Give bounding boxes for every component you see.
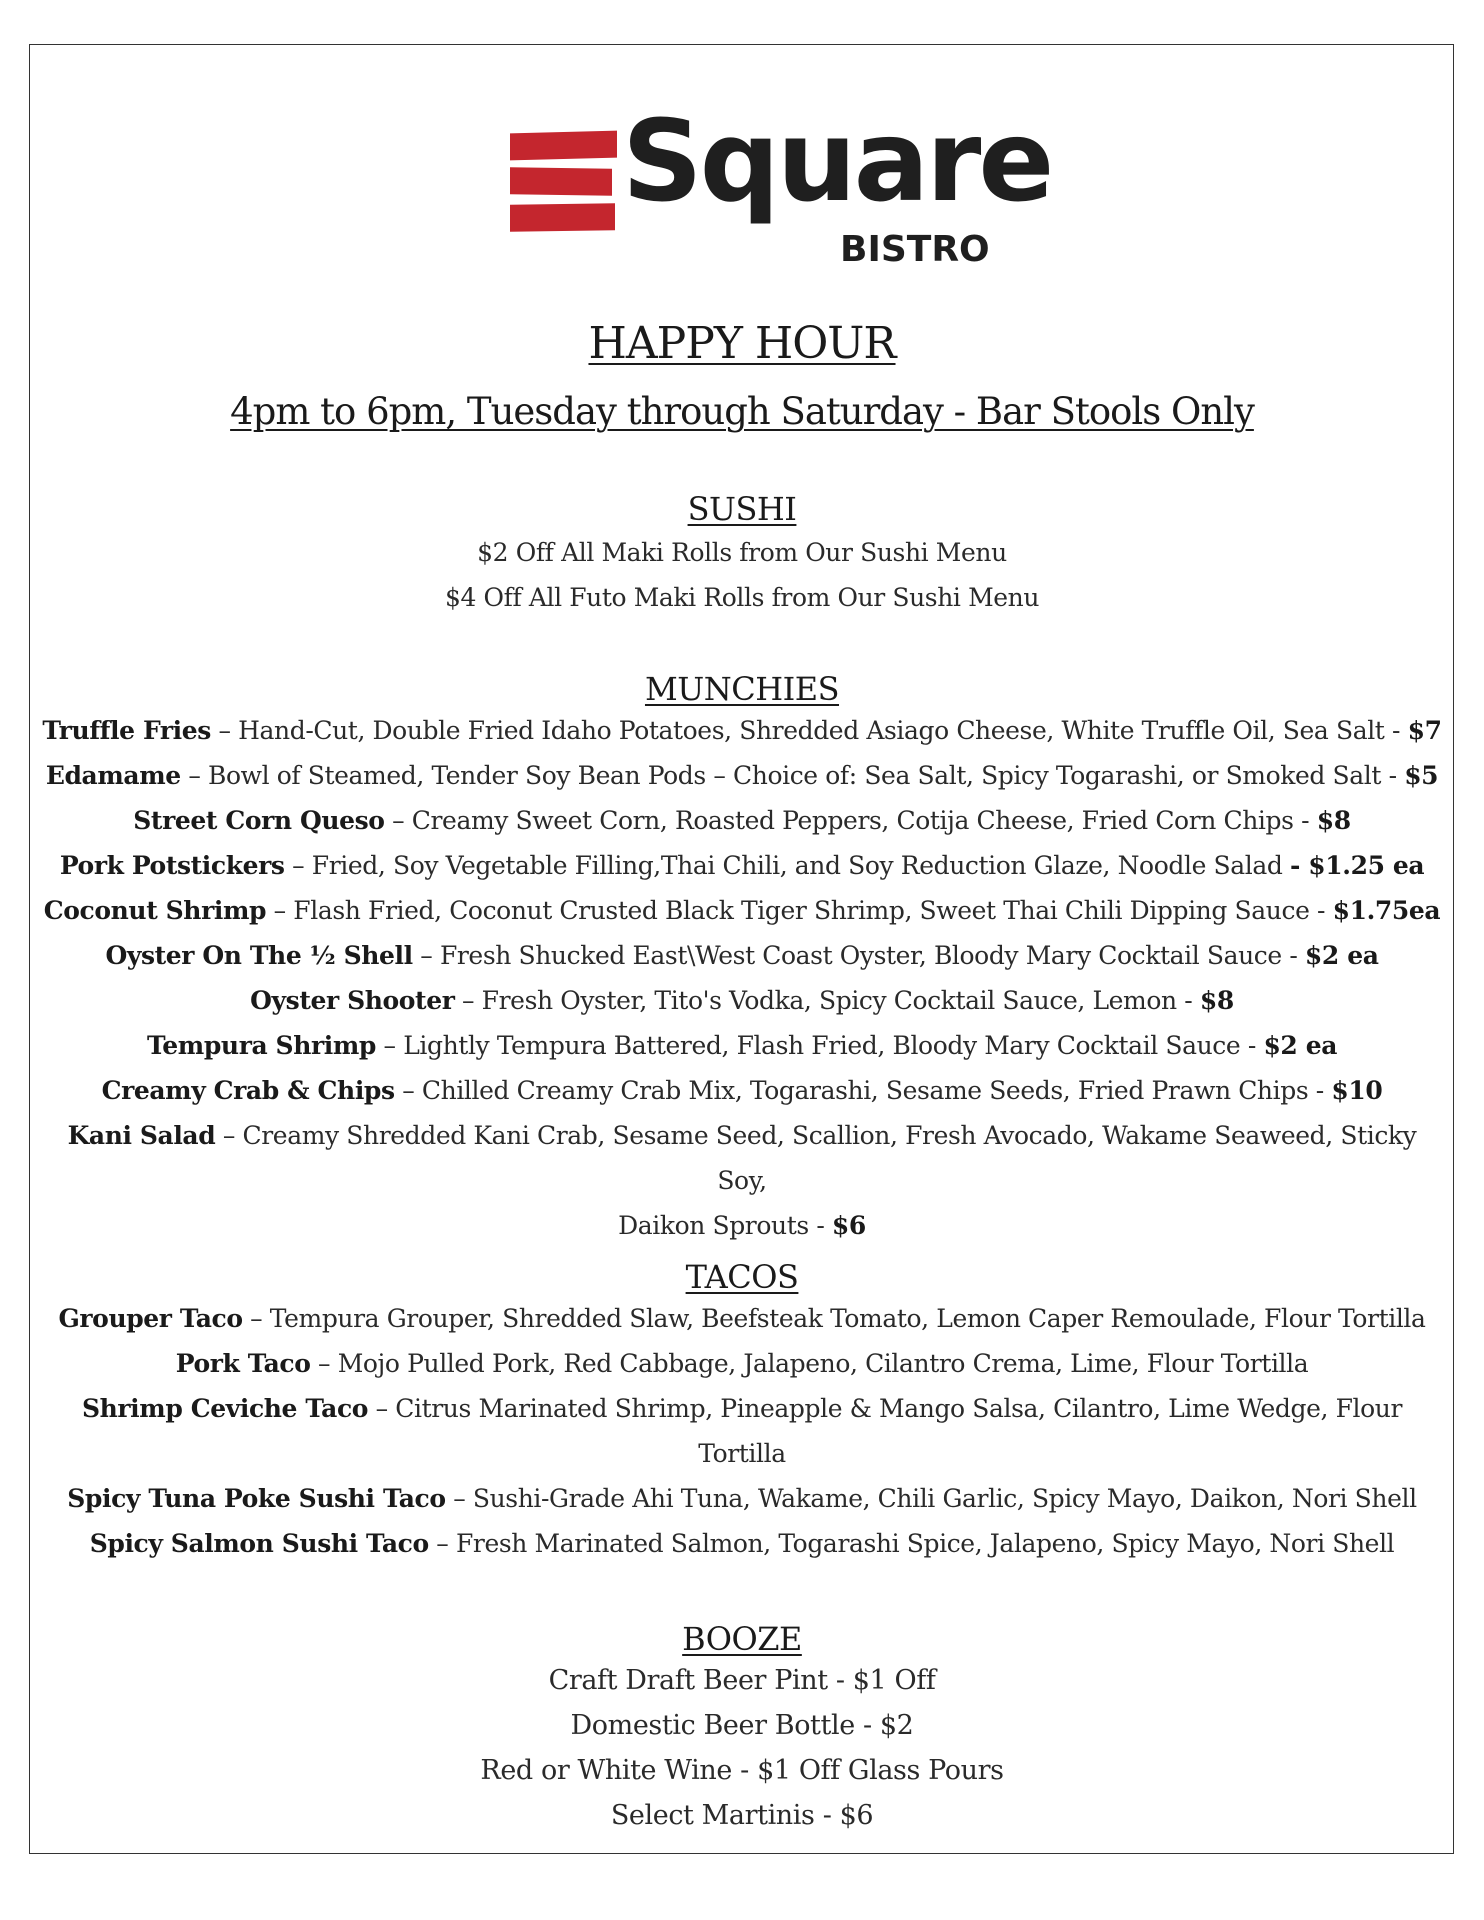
menu-item-row [40,708,1444,753]
item-separator: – [383,1031,396,1060]
item-name: Pork Taco [175,1349,311,1378]
item-description: Citrus Marinated Shrimp, Pineapple & Mango Salsa, Cilantro, Lime Wedge, Flour Tortilla [395,1394,1403,1468]
item-description: Daikon Sprouts - [618,1211,825,1240]
item-name: Oyster Shooter [250,986,455,1015]
item-name: Street Corn Queso [133,806,385,835]
item-description: Hand-Cut, Double Fried Idaho Potatoes, Shredded Asiago Cheese, White Truffle Oil, Sea Salt - [238,716,1401,745]
item-separator: – [318,1349,331,1378]
item-separator: – [250,1304,263,1333]
item-description: Flash Fried, Coconut Crusted Black Tiger Shrimp, Sweet Thai Chili Dipping Sauce - [293,896,1326,925]
menu-item-row [40,843,1444,888]
menu-item-row [40,978,1444,1023]
item-price: $10 [1331,1076,1383,1105]
booze-list [40,1658,1444,1838]
item-name: Oyster On The ½ Shell [105,941,413,970]
item-separator: – [375,1394,388,1423]
logo-subtext: BISTRO [840,229,990,270]
item-description: Sushi-Grade Ahi Tuna, Wakame, Chili Garlic, Spicy Mayo, Daikon, Nori Shell [472,1484,1417,1513]
item-name: Creamy Crab & Chips [101,1076,395,1105]
item-separator: – [462,986,475,1015]
item-separator: – [273,896,286,925]
menu-item-row [40,1748,1444,1793]
item-name: Domestic Beer Bottle [570,1710,855,1741]
page-title: HAPPY HOUR [588,318,896,369]
menu-item-row [40,888,1444,933]
item-name: Grouper Taco [58,1304,243,1333]
item-description: Mojo Pulled Pork, Red Cabbage, Jalapeno, Cilantro Crema, Lime, Flour Tortilla [337,1349,1309,1378]
sushi-line: $4 Off All Futo Maki Rolls from Our Sushi Menu [444,583,1040,612]
menu-item-row [40,1113,1444,1203]
item-name: Pork Potstickers [59,851,285,880]
menu-item-row [40,1068,1444,1113]
item-separator: – [392,806,405,835]
munchies-list [40,708,1444,1248]
item-description: Tempura Grouper, Shredded Slaw, Beefsteak Tomato, Lemon Caper Remoulade, Flour Tortilla [269,1304,1426,1333]
item-name: Spicy Salmon Sushi Taco [89,1529,429,1558]
item-name: Select Martinis [610,1800,815,1831]
logo-mark-icon [510,132,617,232]
menu-item-row [40,798,1444,843]
restaurant-logo [510,97,1052,278]
menu-item-row [40,1296,1444,1341]
menu-item-row [40,1023,1444,1068]
item-name: Edamame [45,761,181,790]
item-description: Lightly Tempura Battered, Flash Fried, Bloody Mary Cocktail Sauce - [403,1031,1256,1060]
item-description: Fresh Oyster, Tito's Vodka, Spicy Cocktail Sauce, Lemon - [481,986,1193,1015]
item-price: - $6 [822,1800,874,1831]
item-description: Bowl of Steamed, Tender Soy Bean Pods – Choice of: Sea Salt, Spicy Togarashi, or Smoked Salt - [207,761,1397,790]
item-price: $1.75ea [1332,896,1441,925]
menu-item-row [40,1341,1444,1386]
item-price: $2 ea [1304,941,1379,970]
menu-item-continuation [40,1203,1444,1248]
item-name: Red or White Wine [480,1755,732,1786]
item-price: - $1.25 ea [1290,851,1425,880]
menu-item-row [40,1476,1444,1521]
menu-item-row [40,1703,1444,1748]
item-price: - $1 Off [835,1665,936,1696]
item-separator: – [292,851,305,880]
logo-wordmark: Square [622,97,1052,227]
item-price: $6 [831,1211,866,1240]
sushi-heading: SUSHI [687,490,797,528]
menu-item-row [40,1521,1444,1566]
menu-item-row [40,753,1444,798]
item-price: $5 [1404,761,1439,790]
item-separator: – [188,761,201,790]
item-separator: – [218,716,231,745]
menu-item-row [40,1658,1444,1703]
menu-item-row [40,933,1444,978]
item-name: Craft Draft Beer Pint [548,1665,828,1696]
item-name: Spicy Tuna Poke Sushi Taco [67,1484,446,1513]
tacos-section [40,1258,1444,1566]
item-name: Shrimp Ceviche Taco [81,1394,369,1423]
tacos-heading: TACOS [685,1258,799,1296]
item-price: $8 [1316,806,1351,835]
item-price: $7 [1407,716,1442,745]
menu-item-row [40,1793,1444,1838]
item-price: $2 ea [1263,1031,1338,1060]
item-price: - $1 Off Glass Pours [740,1755,1004,1786]
item-description: Fresh Shucked East\West Coast Oyster, Bloody Mary Cocktail Sauce - [439,941,1298,970]
item-description: Fresh Marinated Salmon, Togarashi Spice, Jalapeno, Spicy Mayo, Nori Shell [455,1529,1395,1558]
item-name: Kani Salad [67,1121,216,1150]
booze-section [40,1620,1444,1838]
item-separator: – [420,941,433,970]
item-price: - $2 [862,1710,914,1741]
tacos-list [40,1296,1444,1566]
item-description: Chilled Creamy Crab Mix, Togarashi, Sesame Seeds, Fried Prawn Chips - [421,1076,1324,1105]
sushi-section [40,490,1444,620]
munchies-section [40,670,1444,1248]
item-price: $8 [1199,986,1234,1015]
item-name: Truffle Fries [42,716,211,745]
item-separator: – [402,1076,415,1105]
item-separator: – [453,1484,466,1513]
item-separator: – [222,1121,235,1150]
menu-item-row [40,1386,1444,1476]
item-separator: – [436,1529,449,1558]
item-description: Fried, Soy Vegetable Filling,Thai Chili, and Soy Reduction Glaze, Noodle Salad [311,851,1283,880]
item-description: Creamy Sweet Corn, Roasted Peppers, Cotija Cheese, Fried Corn Chips - [411,806,1310,835]
item-name: Tempura Shrimp [146,1031,376,1060]
page-subtitle: 4pm to 6pm, Tuesday through Saturday - Bar Stools Only [230,390,1254,433]
item-description: Creamy Shredded Kani Crab, Sesame Seed, Scallion, Fresh Avocado, Wakame Seaweed, Sticky Soy, [242,1121,1417,1195]
booze-heading: BOOZE [682,1620,802,1658]
item-name: Coconut Shrimp [43,896,267,925]
munchies-heading: MUNCHIES [644,670,840,708]
sushi-line: $2 Off All Maki Rolls from Our Sushi Menu [477,538,1007,567]
